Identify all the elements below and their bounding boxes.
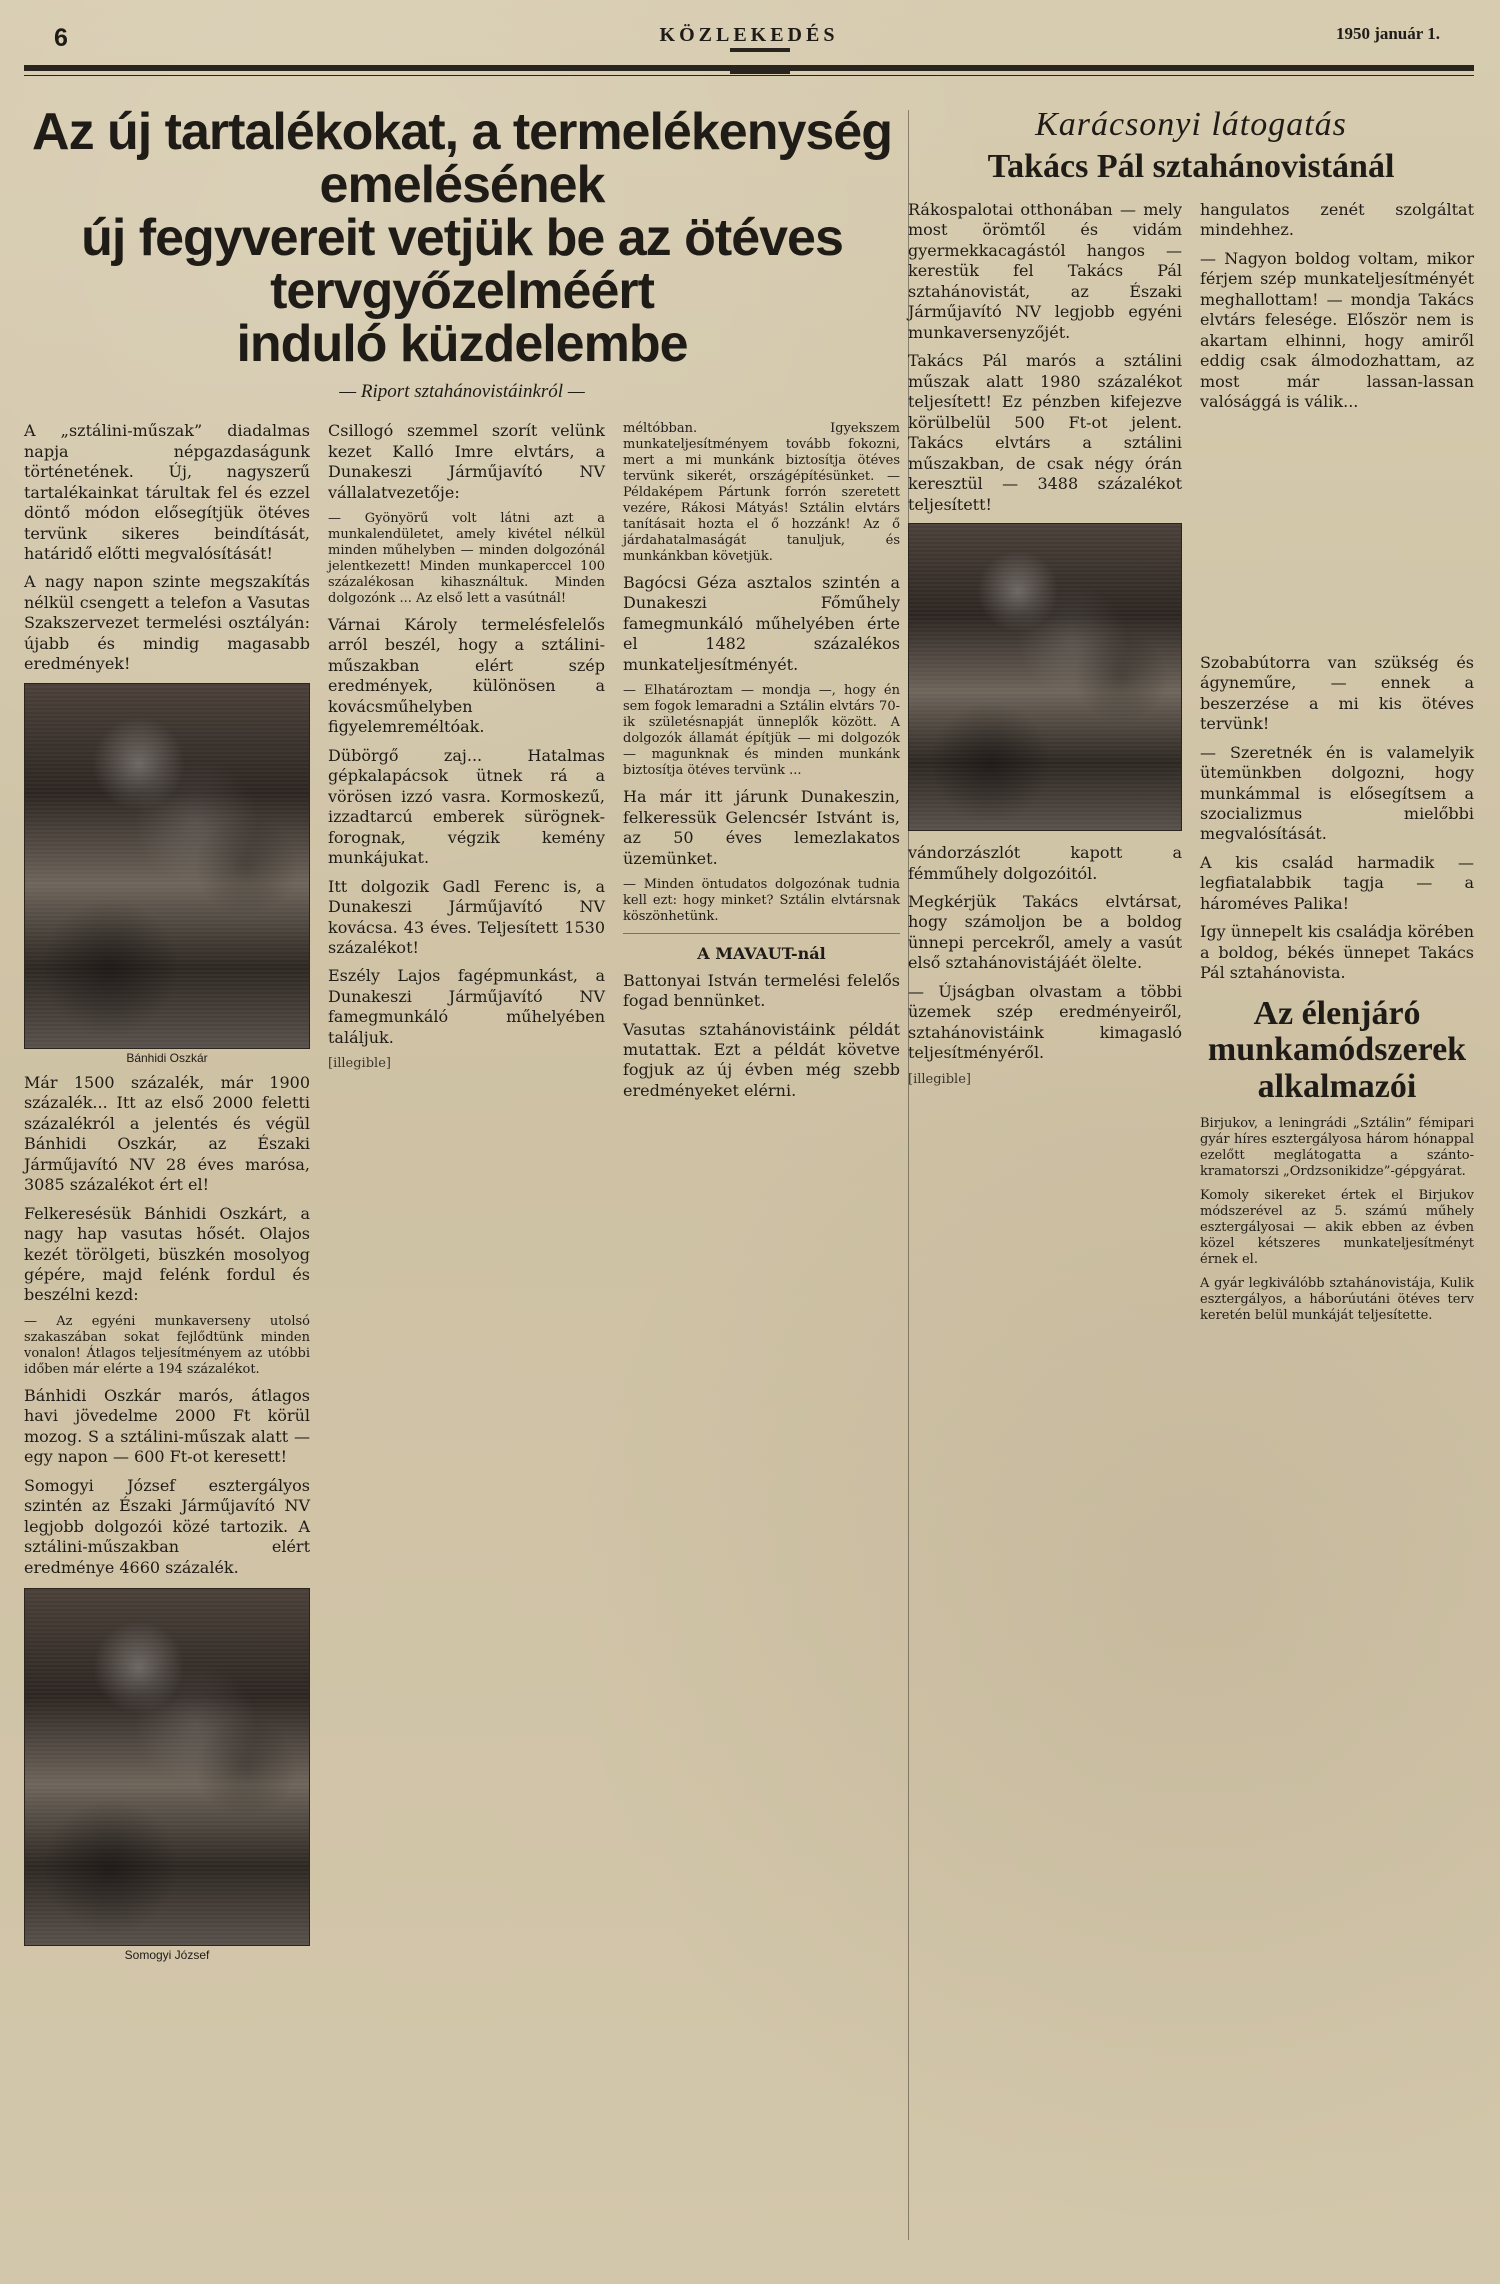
section-paragraph-1: Birjukov, a leningrádi „Sztálin” fémipari gyár híres esztergályosa három hónappal ezelőtt meglátogatta a szánto-kramatorszi „Ordzsonikidze”-gépgyárat. <box>1200 1115 1474 1179</box>
photo-banhidi <box>24 683 310 1049</box>
photo-caption-somogyi: Somogyi József <box>124 1948 210 1963</box>
left-column-paragraph-6: Bánhidi Oszkár marós, átlagos havi jövedelme 2000 Ft körül mozog. S a sztálini-műszak alatt — egy napon — 600 Ft-ot keresett! <box>24 1385 310 1467</box>
right-column-paragraph-3: — Elhatároztam — mondja —, hogy én sem fogok lemaradni a Sztálin elvtárs 70-ik születésnapját ünneplők között. A dolgozók államát építjük — mi dolgozók — magunknak és minden munkánk biztosítja ötéves tervünk ... <box>623 683 900 779</box>
right-column-paragraph-5: — Minden öntudatos dolgozónak tudnia kell ezt: hogy minket? Sztálin elvtársnak köszönhetünk. <box>623 877 900 925</box>
main-headline-line-1: Az új tartalékokat, a termelékenység emelésének <box>32 103 892 215</box>
middle-column-paragraph-7: [illegible] <box>328 1056 391 1072</box>
feature-right-paragraph-3: Szobabútorra van szükség és ágyneműre, — ennek a beszerzése a mi kis ötéves tervünk! <box>1200 652 1474 734</box>
feature-paragraph-6: [illegible] <box>908 1071 971 1087</box>
left-column-paragraph-7: Somogyi József esztergályos szintén az Északi Járműjavító NV legjobb dolgozói közé tartozik. A sztálini-műszakban elért eredménye 4660 százalék. <box>24 1475 310 1577</box>
right-column-left <box>908 200 1182 1332</box>
right-column-right <box>1200 200 1474 1332</box>
feature-right-paragraph-2: — Nagyon boldog voltam, mikor férjem szép munkateljesítményét meghallottam! — mondja Takács elvtárs felesége. Először nem is akartam elhinni, hogy amiről eddig csak álmodozhattam, az most már lassan-lassan valósággá is válik... <box>1200 248 1474 412</box>
masthead <box>24 24 1474 98</box>
left-column-paragraph-5: — Az egyéni munkaverseny utolsó szakaszában sokat fejlődtünk minden vonalon! Átlagos teljesítményem az utóbbi időben már elérte a 194 százalékot. <box>24 1313 310 1377</box>
middle-column-paragraph-3: Várnai Károly termelésfelelős arról beszél, hogy a sztálini-műszakban elért szép eredmények, különösen a kovácsműhelyben figyelemreméltóak. <box>328 614 605 737</box>
masthead-rule-thick <box>24 65 1474 71</box>
right-article <box>908 106 1474 2251</box>
feature-right-paragraph-5: A kis család harmadik — legfiatalabbik tagja — a hároméves Palika! <box>1200 852 1474 913</box>
left-column-paragraph-4: Felkeresésük Bánhidi Oszkárt, a nagy hap vasutas hősét. Olajos kezét törölgeti, büszkén mosolyog gépére, majd felénk fordul és beszélni kezd: <box>24 1203 310 1305</box>
section-paragraph-2: Komoly sikereket értek el Birjukov módszerével az 5. számú műhely esztergályosai — akik ebben az évben közel kétszeres munkateljesítményt érnek el. <box>1200 1187 1474 1267</box>
page-number: 6 <box>54 24 68 52</box>
middle-column-paragraph-4: Dübörgő zaj... Hatalmas gépkalapácsok ütnek rá a vörösen izzó vasra. Kormoskezű, izzadtarcú emberek sürögnek-forognak, végzik kemény munkájukat. <box>328 745 605 868</box>
right-article-header <box>908 106 1474 186</box>
right-article-columns <box>908 200 1474 1332</box>
feature-right-paragraph-6: Igy ünnepelt kis családja körében a boldog, békés ünnepet Takács Pál sztahánovista. <box>1200 922 1474 983</box>
feature-paragraph-3: vándorzászlót kapott a fémműhely dolgozóitól. <box>908 843 1182 883</box>
feature-paragraph-4: Megkérjük Takács elvtársat, hogy számoljon be a boldog ünnepi percekről, amely a vasút első sztahánovistájáét ölelte. <box>908 891 1182 973</box>
left-article-columns <box>24 421 900 1970</box>
feature-kicker: Karácsonyi látogatás <box>1035 106 1347 143</box>
photo-caption-banhidi: Bánhidi Oszkár <box>126 1050 208 1065</box>
masthead-rule-thin <box>24 75 1474 76</box>
photo-family <box>908 523 1182 831</box>
right-column-paragraph-1: méltóbban. Igyekszem munkateljesítményem tovább fokozni, mert a mi munkánk biztosítja ötéves tervünk sikerét, országépítésünket. — Példaképem Pártunk forrón szeretett vezére, Rákosi Mátyás! Sztálin elvtárs tanításait hozta el ő hozzánk! Az ő járdahatalmaságát tanuljuk, és munkánkban követjük. <box>623 421 900 565</box>
feature-paragraph-1: Rákospalotai otthonában — mely most örömtől és vidám gyermekkacagástól hangos — kerestük fel Takács Pál sztahánovistát, az Északi Járműjavító NV legjobb egyéni munkaversenyzőjét. <box>908 200 1182 342</box>
section-title: Az élenjáró munkamódszerek alkalmazói <box>1207 994 1467 1106</box>
space-for-photo <box>1200 421 1474 653</box>
feature-paragraph-2: Takács Pál marós a sztálini műszak alatt 1980 százalékot teljesített! Ez pénzben kifejezve körülbelül 500 Ft-ot jelent. Takács elvtárs a sztálini műszakban, de csak négy órán keresztül — 3488 százalékot teljesített! <box>908 351 1182 514</box>
middle-column-paragraph-6: Eszély Lajos fagépmunkást, a Dunakeszi Járműjavító NV famegmunkáló műhelyében találjuk. <box>328 966 605 1047</box>
left-column-3 <box>623 421 900 1109</box>
main-headline-line-2: új fegyvereit vetjük be az ötéves tervgyőzelméért <box>81 209 843 321</box>
feature-paragraph-5: — Újságban olvastam a többi üzemek szép eredményeiről, sztahánovistáink kimagasló teljesítményéről. <box>908 981 1182 1063</box>
intro-paragraph-2: A nagy napon szinte megszakítás nélkül csengett a telefon a Vasutas Szakszervezet termelési osztályán: újabb és mindig magasabb eredmények! <box>24 572 310 674</box>
right-column-paragraph-4: Ha már itt járunk Dunakeszin, felkeressük Gelencsér Istvánt is, az 50 éves lemezlakatos üzemünket. <box>623 787 900 868</box>
main-subhead: — Riport sztahánovistáinkról — <box>339 381 585 403</box>
main-headline-line-3: induló küzdelembe <box>236 315 688 374</box>
section-paragraph-3: A gyár legkiválóbb sztahánovistája, Kulik esztergályos, a háborúutáni ötéves terv keretén belül munkáját teljesítette. <box>1200 1275 1474 1323</box>
issue-date: 1950 január 1. <box>1335 24 1440 43</box>
left-column-2 <box>328 421 605 1080</box>
section-label-mavaut: A MAVAUT-nál <box>697 944 826 964</box>
photo-somogyi <box>24 1588 310 1946</box>
feature-title: Takács Pál sztahánovistánál <box>987 148 1395 185</box>
intro-paragraph-1: A „sztálini-műszak” diadalmas napja népgazdaságunk történetének. Új, nagyszerű tartalékainkat tárultak fel és ezzel döntő módon elősegítjük ötéves tervünk sikeres beindítását, határidő előtti megvalósítását! <box>24 421 310 563</box>
section-rule <box>623 933 900 934</box>
left-column-1 <box>24 421 310 1970</box>
middle-column-paragraph-5: Itt dolgozik Gadl Ferenc is, a Dunakeszi Járműjavító NV kovácsa. 43 éves. Teljesített 1530 százalékot! <box>328 876 605 957</box>
middle-column-paragraph-1: Csillogó szemmel szorít velünk kezet Kalló Imre elvtárs, a Dunakeszi Járműjavító NV vállalatvezetője: <box>328 421 605 502</box>
right-column-paragraph-7: Vasutas sztahánovistáink példát mutattak. Ezt a példát követve fogjuk az új évben még szebb eredményeket elérni. <box>623 1019 900 1100</box>
left-article <box>24 103 900 2251</box>
right-column-paragraph-6: Battonyai István termelési felelős fogad bennünket. <box>623 970 900 1011</box>
feature-right-paragraph-1: hangulatos zenét szolgáltat mindehhez. <box>1200 200 1474 240</box>
feature-right-paragraph-4: — Szeretnék én is valamelyik ütemünkben dolgozni, hogy munkámmal is elősegítsem a szocializmus mielőbbi megvalósítását. <box>1200 742 1474 844</box>
right-column-paragraph-2: Bagócsi Géza asztalos szintén a Dunakeszi Főműhely famegmunkáló műhelyében érte el 1482 százalékos munkateljesítményét. <box>623 573 900 674</box>
left-column-paragraph-3: Már 1500 százalék, már 1900 százalék... Itt az első 2000 feletti százalékról a jelentés és végül Bánhidi Oszkár, az Északi Járműjavító NV 28 éves marósa, 3085 százalékot ért el! <box>24 1072 310 1195</box>
paper-name: KÖZLEKEDÉS <box>659 24 839 46</box>
middle-column-paragraph-2: — Gyönyörű volt látni azt a munkalendületet, amely kivétel nélkül minden műhelyben — minden dolgozónál jelentkezett! Minden munkaperccel 100 százalékosan kihasználtuk. Minden dolgozónk ... Az első lett a vasútnál! <box>328 511 605 606</box>
